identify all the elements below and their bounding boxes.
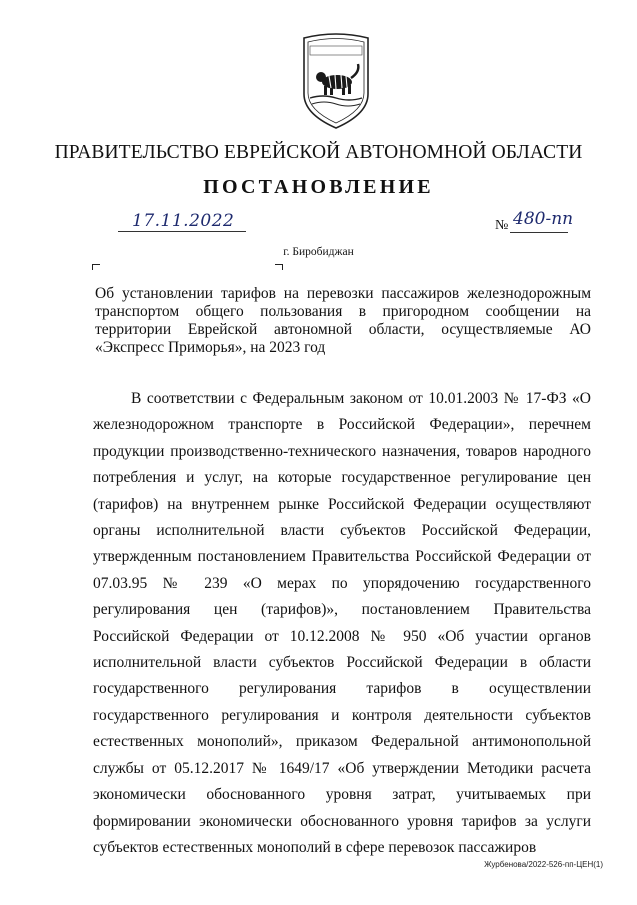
coat-of-arms-icon xyxy=(296,28,376,136)
subject-corner-mark-right xyxy=(275,264,283,270)
number-underline xyxy=(510,231,568,233)
number-label: № xyxy=(495,218,509,233)
handwritten-date: 17.11.2022 xyxy=(132,211,235,231)
subject-corner-mark-left xyxy=(92,264,100,270)
city-name: г. Биробиджан xyxy=(283,246,354,258)
date-underline xyxy=(118,230,246,232)
document-type-title: ПОСТАНОВЛЕНИЕ xyxy=(203,176,434,198)
body-paragraph: В соответствии с Федеральным законом от 10.01.2003 № 17-ФЗ «О железнодорожном транспорте в Российской Федерации», перечнем продукции производственно-технического назначения, товаров народного потребления и услуг, на которые государственное регулирование цен (тарифов) на внутреннем рынке Российской Федерации осуществляют органы исполнительной власти субъектов Российской Федерации, утвержденным постановлением Правительства Российской Федерации от 07.03.95 № 239 «О мерах по упорядочению государственного регулирования цен (тарифов)», постановлением Правительства Российской Федерации от 10.12.2008 № 950 «Об участии органов исполнительной власти субъектов Российской Федерации в области государственного регулирования тарифов в осуществлении государственного регулирования и контроля деятельности субъектов естественных монополий», приказом Федеральной антимонопольной службы от 05.12.2017 № 1649/17 «Об утверждении Методики расчета экономически обоснованного уровня затрат, учитываемых при формировании экономически обоснованного уровня тарифов за услуги субъектов естественных монополий в сфере перевозок пассажиров xyxy=(93,390,591,856)
authority-title: ПРАВИТЕЛЬСТВО ЕВРЕЙСКОЙ АВТОНОМНОЙ ОБЛАСТИ xyxy=(54,142,583,163)
footer-document-code: Журбенова/2022-526-пп-ЦЕН(1) xyxy=(484,860,603,869)
document-body xyxy=(93,386,591,861)
document-subject: Об установлении тарифов на перевозки пассажиров железнодорожным транспортом общего пользования в пригородном сообщении на территории Еврейской автономной области, осуществляемые АО «Экспресс Приморья», на 2023 год xyxy=(95,285,591,356)
handwritten-number: 480-пп xyxy=(513,209,574,229)
